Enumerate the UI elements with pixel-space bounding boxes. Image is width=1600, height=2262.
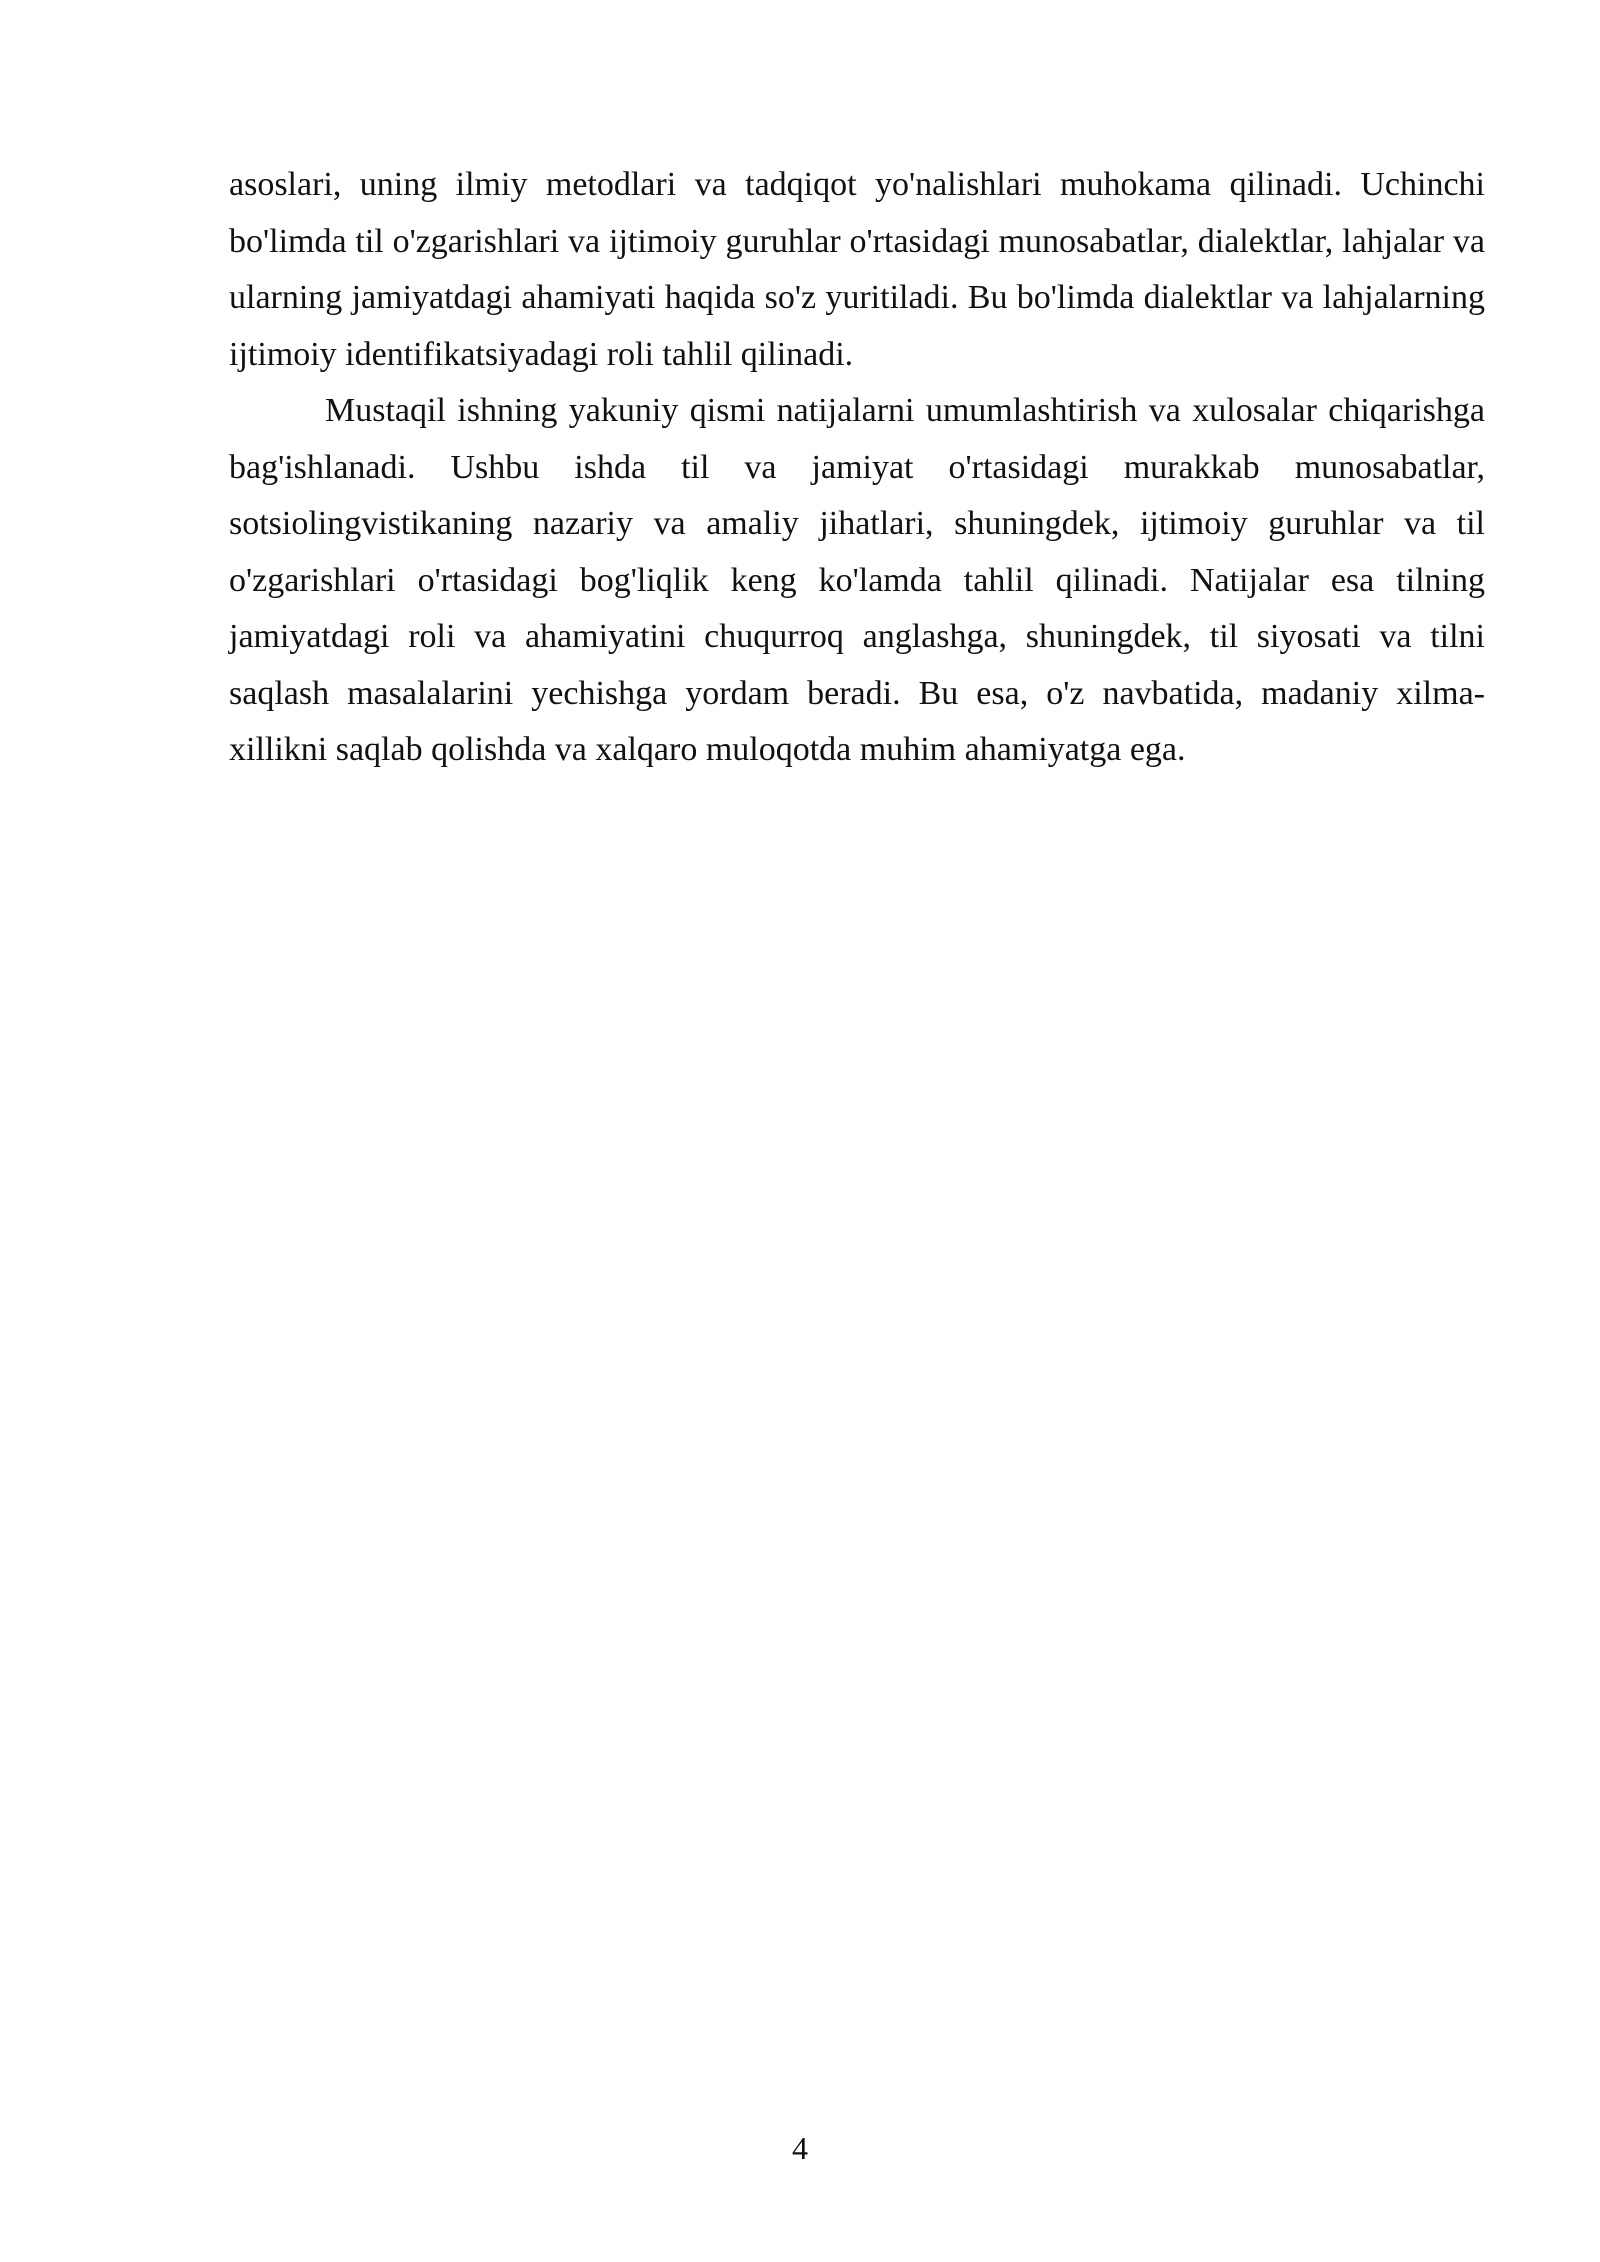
body-text xyxy=(229,157,1485,779)
paragraph-continuation: asoslari, uning ilmiy metodlari va tadqiqot yo'nalishlari muhokama qilinadi. Uchinchi bo'limda til o'zgarishlari va ijtimoiy guruhlar o'rtasidagi munosabatlar, dialektlar, lahjalar va ularning jamiyatdagi ahamiyati haqida so'z yuritiladi. Bu bo'limda dialektlar va lahjalarning ijtimoiy identifikatsiyadagi roli tahlil qilinadi. xyxy=(229,166,1485,373)
page-number: 4 xyxy=(792,2130,808,2166)
paragraph-conclusion: Mustaqil ishning yakuniy qismi natijalarni umumlashtirish va xulosalar chiqarishga bag'ishlanadi. Ushbu ishda til va jamiyat o'rtasidagi murakkab munosabatlar, sotsiolingvistikaning nazariy va amaliy jihatlari, shuningdek, ijtimoiy guruhlar va til o'zgarishlari o'rtasidagi bog'liqlik keng ko'lamda tahlil qilinadi. Natijalar esa tilning jamiyatdagi roli va ahamiyatini chuqurroq anglashga, shuningdek, til siyosati va tilni saqlash masalalarini yechishga yordam beradi. Bu esa, o'z navbatida, madaniy xilma-xillikni saqlab qolishda va xalqaro muloqotda muhim ahamiyatga ega. xyxy=(229,392,1485,768)
